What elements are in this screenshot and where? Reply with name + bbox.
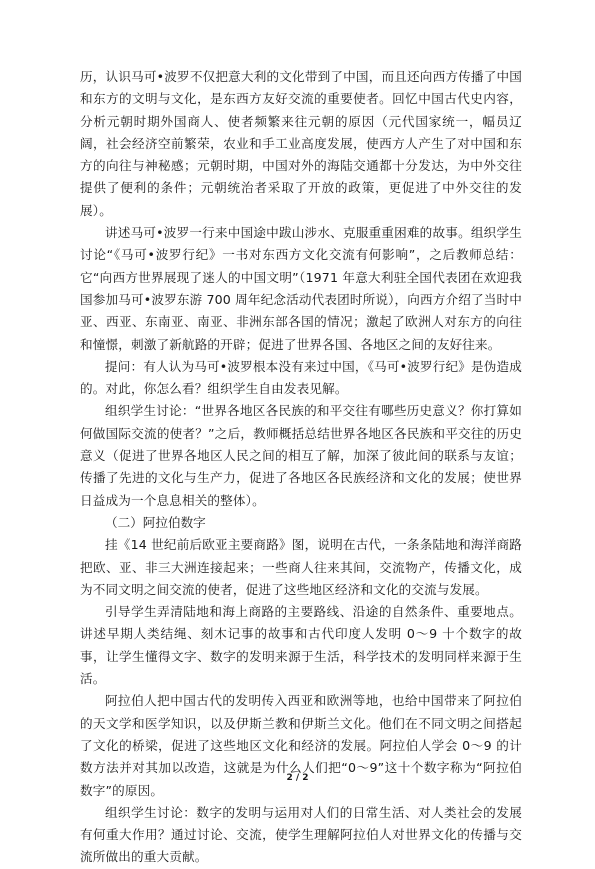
paragraph-question-authenticity: 提问：有人认为马可•波罗根本没有来过中国，《马可•波罗行纪》是伪造成的。对此，你怎么看？组织学生自由发表见解。 [80, 358, 522, 397]
page-number: 2 / 2 [286, 773, 309, 783]
paragraph-discussion-numerals: 组织学生讨论：数字的发明与运用对人们的日常生活、对人类社会的发展有何重大作用？通过讨论、交流，使学生理解阿拉伯人对世界文化的传播与交流所做出的重大贡献。 [80, 804, 522, 865]
paragraph-marco-polo-significance: 历，认识马可•波罗不仅把意大利的文化带到了中国，而且还向西方传播了中国和东方的文明与文化，是东西方友好交流的重要使者。回忆中国古代史内容，分析元朝时期外国商人、使者频繁来往元朝的原因（元代国家统一，幅员辽阔，社会经济空前繁荣，农业和手工业高度发展，使西方人产生了对中国和东方的向往与神秘感；元朝时期，中国对外的海陆交通都十分发达，为中外交往提供了便利的条件；元朝统治者采取了开放的政策，更促进了中外交往的发展）。 [80, 69, 522, 218]
paragraph-marco-polo-journey: 讲述马可•波罗一行来中国途中跋山涉水、克服重重困难的故事。组织学生讨论“《马可•波罗行纪》一书对东西方文化交流有何影响”，之后教师总结：它“向西方世界展现了迷人的中国文明”（1971 年意大利驻全国代表团在欢迎我国参加马可•波罗东游 700 周年纪念活动代表团时所说），向西方介绍了当时中亚、西亚、东南亚、南亚、非洲东部各国的情况；激起了欧洲人对东方的向往和憧憬，刺激了新航路的开辟；促进了世界各国、各地区之间的友好往来。 [80, 225, 522, 352]
paragraph-discussion-peaceful-exchange: 组织学生讨论：“世界各地区各民族的和平交往有哪些历史意义？你打算如何做国际交流的使者？”之后，教师概括总结世界各地区各民族和平交往的历史意义（促进了世界各地区人民之间的相互了解，加深了彼此间的联系与友谊；传播了先进的文化与生产力，促进了各地区各民族经济和文化的发展；使世界日益成为一个息息相关的整体）。 [80, 403, 522, 508]
document-body [80, 66, 522, 869]
section-heading-arabic-numerals: （二）阿拉伯数字 [105, 514, 206, 530]
paragraph-guide-routes: 引导学生弄清陆地和海上商路的主要路线、沿途的自然条件、重要地点。讲述早期人类结绳、刻木记事的故事和古代印度人发明 0～9 十个数字的故事，让学生懂得文字、数字的发明来源于生活，科学技术的发明同样来源于生活。 [80, 604, 522, 687]
paragraph-arab-transmission: 阿拉伯人把中国古代的发明传入西亚和欧洲等地，也给中国带来了阿拉伯的天文学和医学知识，以及伊斯兰教和伊斯兰文化。他们在不同文明之间搭起了文化的桥梁，促进了这些地区文化和经济的发展。阿拉伯人学会 0～9 的计数方法并对其加以改造，这就是为什么人们把“0～9”这十个数字称为“阿拉伯数字”的原因。 [80, 693, 522, 798]
paragraph-trade-routes-map: 挂《14 世纪前后欧亚主要商路》图，说明在古代，一条条陆地和海洋商路把欧、亚、非三大洲连接起来；一些商人往来其间，交流物产，传播文化，成为不同文明之间交流的使者，促进了这些地区经济和文化的交流与发展。 [80, 537, 522, 597]
